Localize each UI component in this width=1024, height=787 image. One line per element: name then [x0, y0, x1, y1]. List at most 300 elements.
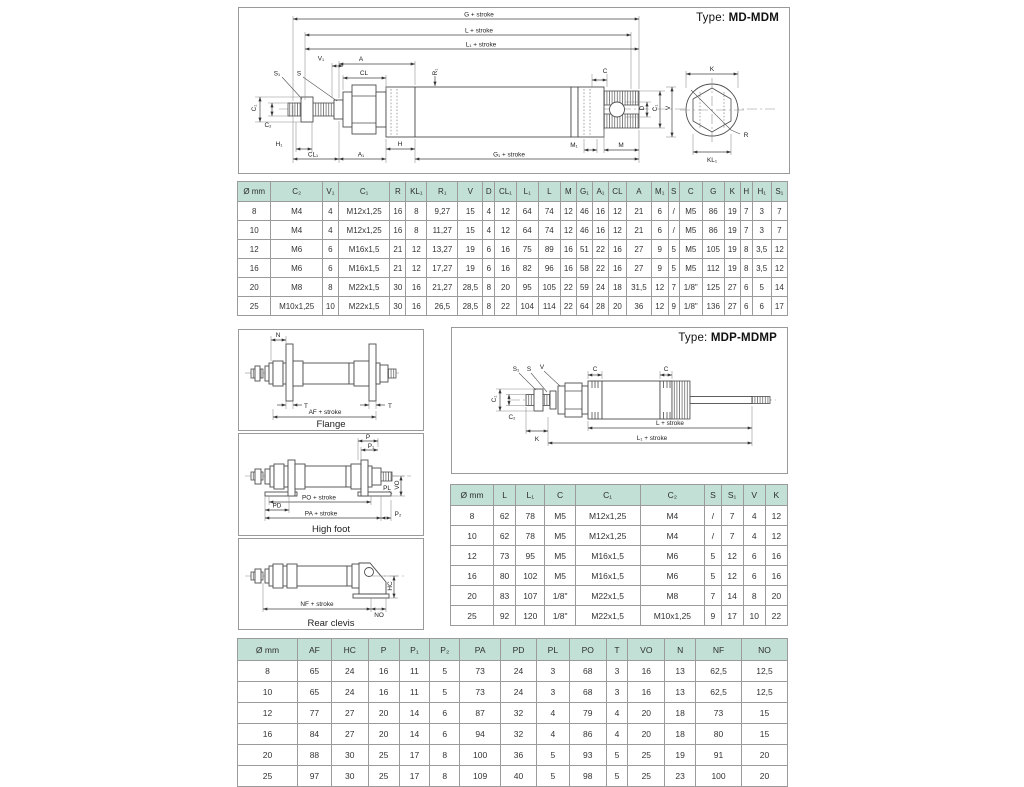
table-cell: 13 — [665, 682, 696, 703]
table-cell: 11 — [399, 682, 430, 703]
table-cell: 105 — [702, 240, 724, 259]
table-cell: M5 — [545, 526, 575, 546]
table-cell: 112 — [702, 259, 724, 278]
table-cell: 32 — [501, 703, 537, 724]
table-cell: 11,27 — [427, 221, 458, 240]
table-cell: 12,5 — [742, 661, 788, 682]
table-cell: 17 — [721, 606, 743, 626]
table-cell: 16 — [406, 297, 427, 316]
table-cell: 20 — [742, 766, 788, 787]
dim-label: A₁ — [357, 151, 365, 159]
table-cell: 59 — [576, 278, 592, 297]
table-cell: M12x1,25 — [338, 202, 389, 221]
dim-label: M₁ — [570, 142, 578, 149]
table-cell: 20 — [238, 278, 271, 297]
column-header: H — [740, 182, 752, 202]
table-cell: 30 — [331, 766, 368, 787]
table-cell: 74 — [538, 221, 560, 240]
table-cell: 27 — [331, 724, 368, 745]
dim-label: S — [296, 70, 302, 78]
dim-label: V — [539, 364, 545, 371]
table-cell: 16 — [451, 566, 494, 586]
table-cell: 78 — [516, 506, 545, 526]
table-cell: 16 — [390, 202, 406, 221]
table-cell: 5 — [705, 546, 721, 566]
table-row — [238, 259, 788, 278]
table-cell: 4 — [743, 506, 765, 526]
dim-label: H — [397, 141, 403, 148]
table-cell: 8 — [430, 745, 460, 766]
table-cell: 16 — [765, 566, 787, 586]
type-label: Type: — [678, 332, 708, 344]
table-cell: / — [668, 221, 679, 240]
table-cell: 12 — [651, 278, 668, 297]
table-cell: 30 — [390, 278, 406, 297]
table-cell: 5 — [705, 566, 721, 586]
table-cell: M5 — [545, 566, 575, 586]
table-cell: 8 — [322, 278, 338, 297]
column-header: C₂ — [271, 182, 322, 202]
table-row — [451, 506, 788, 526]
table-cell: 4 — [536, 703, 569, 724]
table-cell: 18 — [609, 278, 627, 297]
table-cell: 109 — [460, 766, 501, 787]
table-row — [238, 724, 788, 745]
table-cell: 6 — [740, 278, 752, 297]
table-cell: / — [668, 202, 679, 221]
table-cell: 51 — [576, 240, 592, 259]
dim-label: C₁ — [491, 395, 498, 403]
table-cell: 1/8" — [545, 606, 575, 626]
table-cell: 77 — [298, 703, 332, 724]
table-cell: 68 — [569, 682, 606, 703]
mdp-cylinder-drawing — [452, 328, 787, 473]
table-cell: 96 — [538, 259, 560, 278]
dim-label: H₁ — [275, 141, 283, 148]
dim-label: L + stroke — [655, 420, 685, 427]
table-cell: 82 — [516, 259, 538, 278]
table-cell: 62,5 — [696, 661, 742, 682]
table-row — [238, 661, 788, 682]
table-cell: 6 — [322, 240, 338, 259]
table-cell: 19 — [724, 221, 740, 240]
table-cell: 80 — [696, 724, 742, 745]
table-cell: 6 — [483, 240, 495, 259]
table-cell: 64 — [516, 202, 538, 221]
table-cell: 12 — [609, 202, 627, 221]
table-cell: 86 — [702, 202, 724, 221]
table-cell: 20 — [628, 703, 665, 724]
table-cell: 22 — [560, 278, 576, 297]
table-cell: 64 — [516, 221, 538, 240]
table-cell: 84 — [298, 724, 332, 745]
column-header: NF — [696, 639, 742, 661]
table-row — [238, 297, 788, 316]
table-cell: 25 — [368, 745, 399, 766]
dim-label: CL₁ — [307, 151, 319, 159]
table-cell: 65 — [298, 682, 332, 703]
column-header: P₂ — [430, 639, 460, 661]
table-cell: 46 — [576, 221, 592, 240]
table-cell: 10 — [238, 682, 298, 703]
table-cell: 89 — [538, 240, 560, 259]
dim-label: C — [602, 68, 608, 75]
column-header: NO — [742, 639, 788, 661]
table-cell: 95 — [516, 546, 545, 566]
column-header: PO — [569, 639, 606, 661]
column-header: VO — [628, 639, 665, 661]
table-cell: 7 — [721, 506, 743, 526]
table-cell: 11 — [399, 661, 430, 682]
table-cell: 6 — [743, 566, 765, 586]
dim-label: PD — [272, 502, 282, 510]
flange-drawing-panel — [238, 329, 424, 431]
dim-label: M — [618, 142, 624, 149]
table-cell: 16 — [238, 724, 298, 745]
table-cell: 30 — [331, 745, 368, 766]
table-cell: 10 — [451, 526, 494, 546]
column-header: Ø mm — [451, 485, 494, 506]
dim-label: NF + stroke — [300, 601, 334, 608]
table-cell: 3 — [536, 661, 569, 682]
table-cell: 62,5 — [696, 682, 742, 703]
table-cell: 20 — [742, 745, 788, 766]
table-cell: 8 — [238, 202, 271, 221]
mdp-dimensions-table — [450, 484, 788, 626]
column-header: T — [606, 639, 628, 661]
table-cell: M4 — [271, 202, 322, 221]
table-cell: 8 — [430, 766, 460, 787]
table-cell: M16x1,5 — [575, 566, 640, 586]
table-cell: 16 — [238, 259, 271, 278]
column-header: A — [626, 182, 651, 202]
dim-label: CL — [359, 70, 369, 77]
table-cell: 9 — [651, 240, 668, 259]
table-cell: 14 — [399, 703, 430, 724]
table-cell: 7 — [771, 202, 787, 221]
table-cell: 16 — [406, 278, 427, 297]
table-cell: 95 — [516, 278, 538, 297]
flange-caption: Flange — [316, 419, 346, 430]
table-cell: 136 — [702, 297, 724, 316]
table-cell: 12 — [721, 566, 743, 586]
table-cell: 27 — [724, 297, 740, 316]
table-cell: M5 — [679, 240, 702, 259]
table-cell: 3 — [752, 202, 771, 221]
column-header: AF — [298, 639, 332, 661]
header-row — [238, 639, 788, 661]
column-header: L₁ — [516, 485, 545, 506]
column-header: R — [390, 182, 406, 202]
table-cell: M5 — [679, 202, 702, 221]
dim-label: C — [592, 366, 598, 373]
table-cell: 8 — [483, 278, 495, 297]
table-cell: 78 — [516, 526, 545, 546]
table-cell: 9 — [705, 606, 721, 626]
dim-label: K — [534, 436, 540, 443]
column-header: M — [560, 182, 576, 202]
table-cell: 6 — [430, 703, 460, 724]
table-cell: 22 — [592, 240, 608, 259]
table-cell: M8 — [271, 278, 322, 297]
type-value: MDP-MDMP — [710, 332, 777, 344]
table-cell: 6 — [651, 221, 668, 240]
table-cell: 40 — [501, 766, 537, 787]
table-cell: M4 — [640, 526, 705, 546]
table-cell: 27 — [626, 240, 651, 259]
table-cell: 15 — [458, 221, 483, 240]
mdp-type-title — [676, 331, 779, 345]
table-cell: 20 — [451, 586, 494, 606]
dim-label: S — [526, 366, 532, 373]
table-cell: 25 — [238, 766, 298, 787]
table-cell: 88 — [298, 745, 332, 766]
table-cell: 15 — [458, 202, 483, 221]
table-cell: 16 — [609, 240, 627, 259]
table-cell: M5 — [679, 221, 702, 240]
column-header: PD — [501, 639, 537, 661]
table-cell: 12 — [406, 240, 427, 259]
table-cell: 28,5 — [458, 278, 483, 297]
table-cell: 12 — [495, 202, 516, 221]
table-cell: 68 — [569, 661, 606, 682]
table-cell: 27 — [331, 703, 368, 724]
table-cell: 17 — [771, 297, 787, 316]
table-cell: 36 — [626, 297, 651, 316]
table-cell: 9 — [651, 259, 668, 278]
mounting-dimensions-table — [237, 638, 788, 787]
table-cell: 24 — [592, 278, 608, 297]
table-cell: 25 — [368, 766, 399, 787]
table-cell: 27 — [626, 259, 651, 278]
table-cell: M16x1,5 — [338, 259, 389, 278]
table-cell: 32 — [501, 724, 537, 745]
column-header: V — [458, 182, 483, 202]
table-row — [451, 606, 788, 626]
table-cell: 74 — [538, 202, 560, 221]
table-cell: 86 — [569, 724, 606, 745]
table-cell: 8 — [740, 259, 752, 278]
table-cell: M12x1,25 — [338, 221, 389, 240]
table-cell: 16 — [560, 259, 576, 278]
dim-label: G + stroke — [464, 11, 494, 19]
dim-label: T — [388, 403, 392, 410]
column-header: V₁ — [322, 182, 338, 202]
table-cell: 107 — [516, 586, 545, 606]
table-cell: 64 — [576, 297, 592, 316]
column-header: N — [665, 639, 696, 661]
dim-label: R₁ — [432, 68, 439, 76]
table-cell: 19 — [458, 259, 483, 278]
dim-label: C₁ — [251, 104, 258, 112]
table-cell: 100 — [460, 745, 501, 766]
table-cell: 16 — [368, 682, 399, 703]
table-cell: 19 — [724, 240, 740, 259]
table-cell: 20 — [495, 278, 516, 297]
table-cell: 12 — [451, 546, 494, 566]
table-cell: 16 — [765, 546, 787, 566]
dim-label: T — [304, 403, 308, 410]
dim-label: V — [665, 105, 672, 111]
table-cell: 6 — [651, 202, 668, 221]
header-row — [451, 485, 788, 506]
table-row — [238, 278, 788, 297]
table-cell: 4 — [322, 221, 338, 240]
table-cell: 17 — [399, 766, 430, 787]
table-cell: 22 — [495, 297, 516, 316]
table-cell: 19 — [458, 240, 483, 259]
dim-label: P — [365, 434, 371, 441]
column-header: Ø mm — [238, 182, 271, 202]
table-row — [238, 766, 788, 787]
flange-drawing — [239, 330, 423, 430]
table-cell: 73 — [460, 661, 501, 682]
table-row — [451, 566, 788, 586]
table-cell: / — [705, 526, 721, 546]
table-cell: 16 — [390, 221, 406, 240]
dim-label: PL — [383, 485, 391, 492]
table-cell: 98 — [569, 766, 606, 787]
table-cell: 5 — [430, 661, 460, 682]
table-cell: 7 — [771, 221, 787, 240]
table-cell: 1/8" — [679, 278, 702, 297]
table-cell: 5 — [752, 278, 771, 297]
table-row — [238, 703, 788, 724]
table-cell: M6 — [640, 546, 705, 566]
table-cell: 7 — [705, 586, 721, 606]
table-cell: 14 — [399, 724, 430, 745]
table-cell: M22x1,5 — [575, 586, 640, 606]
dim-label: PO + stroke — [302, 494, 336, 502]
column-header: S — [705, 485, 721, 506]
dim-label: KL₁ — [707, 157, 717, 164]
table-cell: 15 — [742, 724, 788, 745]
high-foot-drawing — [239, 434, 423, 535]
column-header: C — [545, 485, 575, 506]
dim-label: NO — [374, 612, 384, 619]
table-cell: M10x1,25 — [640, 606, 705, 626]
table-cell: 6 — [743, 546, 765, 566]
table-cell: 114 — [538, 297, 560, 316]
table-row — [238, 221, 788, 240]
dim-label: K — [709, 66, 715, 73]
table-cell: 16 — [592, 221, 608, 240]
table-cell: 12,5 — [742, 682, 788, 703]
table-cell: 5 — [606, 745, 628, 766]
column-header: C₁ — [575, 485, 640, 506]
dim-label: AF + stroke — [308, 409, 342, 416]
table-cell: 22 — [560, 297, 576, 316]
table-cell: 12 — [765, 506, 787, 526]
table-cell: 19 — [724, 259, 740, 278]
table-cell: 16 — [628, 682, 665, 703]
table-cell: 4 — [743, 526, 765, 546]
table-cell: 16 — [560, 240, 576, 259]
table-cell: 80 — [494, 566, 516, 586]
dim-label: PA + stroke — [304, 510, 338, 518]
dim-label: C₂ — [508, 414, 516, 421]
table-cell: 12 — [651, 297, 668, 316]
table-cell: 12 — [238, 703, 298, 724]
column-header: L — [538, 182, 560, 202]
column-header: M₁ — [651, 182, 668, 202]
column-header: C₂ — [640, 485, 705, 506]
table-cell: 12 — [495, 221, 516, 240]
table-cell: 3 — [606, 661, 628, 682]
table-cell: M22x1,5 — [575, 606, 640, 626]
table-cell: 46 — [576, 202, 592, 221]
table-cell: 104 — [516, 297, 538, 316]
table-cell: 94 — [460, 724, 501, 745]
table-cell: 24 — [331, 682, 368, 703]
table-cell: 12 — [560, 202, 576, 221]
table-cell: 100 — [696, 766, 742, 787]
table-cell: 13 — [665, 661, 696, 682]
table-cell: 12 — [609, 221, 627, 240]
table-cell: M4 — [640, 506, 705, 526]
table-cell: M5 — [679, 259, 702, 278]
table-cell: 31,5 — [626, 278, 651, 297]
table-cell: 8 — [406, 202, 427, 221]
table-cell: 12 — [771, 240, 787, 259]
table-cell: 21,27 — [427, 278, 458, 297]
table-cell: 24 — [501, 661, 537, 682]
table-cell: 16 — [495, 259, 516, 278]
table-cell: 3 — [752, 221, 771, 240]
table-cell: 6 — [322, 259, 338, 278]
column-header: R₁ — [427, 182, 458, 202]
table-cell: 91 — [696, 745, 742, 766]
table-cell: 3 — [606, 682, 628, 703]
table-cell: 16 — [592, 202, 608, 221]
table-cell: 26,5 — [427, 297, 458, 316]
table-row — [451, 586, 788, 606]
table-cell: 5 — [536, 745, 569, 766]
table-cell: 23 — [665, 766, 696, 787]
column-header: CL — [609, 182, 627, 202]
mdp-drawing-panel — [451, 327, 788, 474]
table-row — [238, 240, 788, 259]
table-cell: 102 — [516, 566, 545, 586]
table-cell: 8 — [740, 240, 752, 259]
column-header: KL₁ — [406, 182, 427, 202]
table-cell: 4 — [483, 202, 495, 221]
table-cell: 5 — [430, 682, 460, 703]
md-drawing-panel — [238, 7, 790, 174]
table-cell: 19 — [724, 202, 740, 221]
table-cell: 6 — [752, 297, 771, 316]
table-cell: 7 — [721, 526, 743, 546]
table-cell: 73 — [696, 703, 742, 724]
table-cell: 21 — [626, 221, 651, 240]
dim-label: G₁ + stroke — [493, 151, 525, 159]
table-cell: 10 — [322, 297, 338, 316]
dim-label: A — [358, 56, 364, 63]
table-cell: 20 — [765, 586, 787, 606]
table-cell: 58 — [576, 259, 592, 278]
table-cell: M6 — [640, 566, 705, 586]
dim-label: P₂ — [394, 511, 402, 518]
dim-label: C₂ — [264, 122, 272, 129]
table-cell: 20 — [609, 297, 627, 316]
table-cell: 20 — [628, 724, 665, 745]
column-header: S₁ — [771, 182, 787, 202]
table-cell: 12 — [238, 240, 271, 259]
dim-label: S₁ — [512, 366, 520, 373]
table-cell: 25 — [238, 297, 271, 316]
dim-label: S₁ — [273, 70, 281, 78]
table-cell: 93 — [569, 745, 606, 766]
